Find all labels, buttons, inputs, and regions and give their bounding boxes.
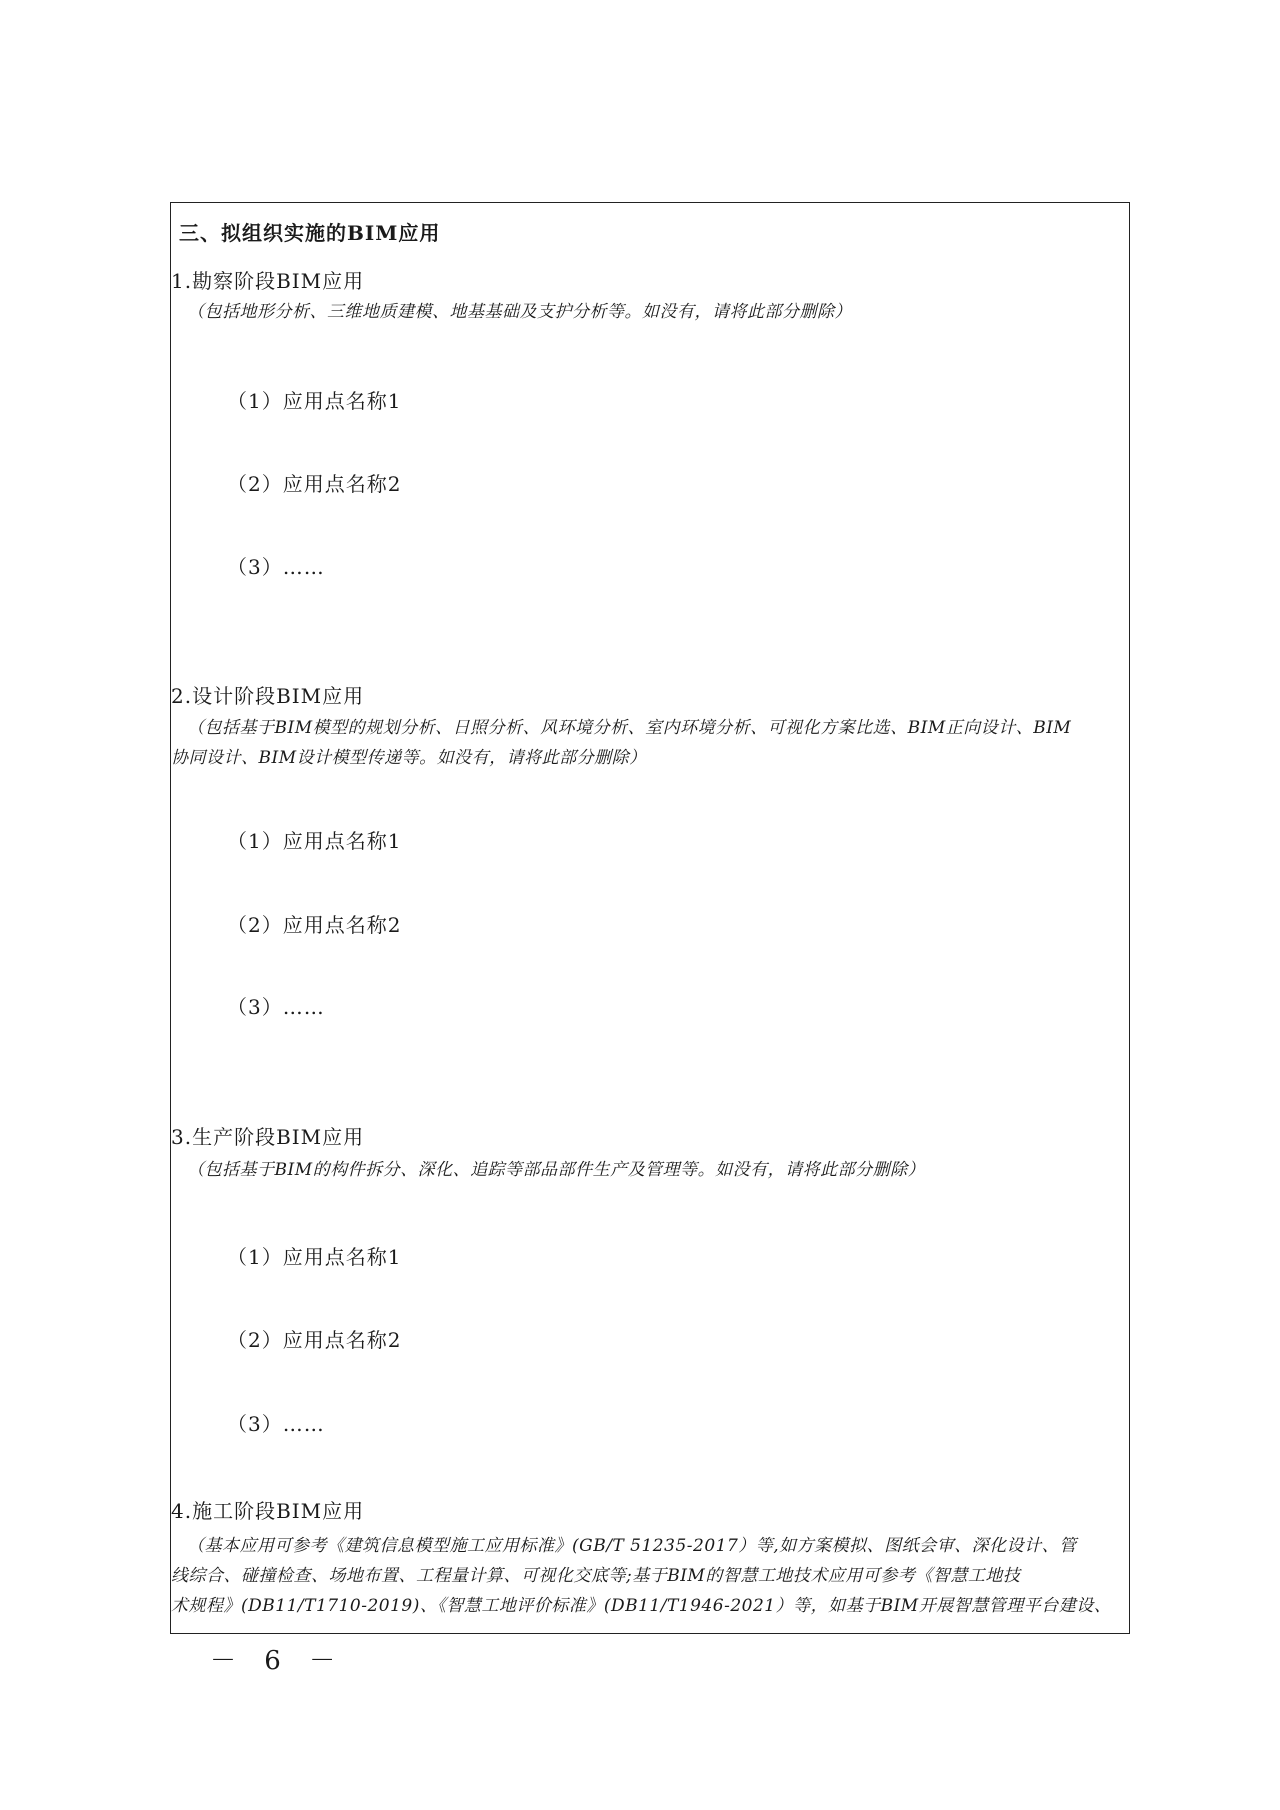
section-1-item-1: （1）应用点名称1 [227,389,402,413]
section-2-item-3: （3）…… [227,995,325,1019]
section-1-item-2: （2）应用点名称2 [227,472,402,496]
section-4-heading: 4.施工阶段BIM应用 [171,1499,365,1523]
page-number: － 6 － [210,1646,346,1676]
section-2-item-2: （2）应用点名称2 [227,913,402,937]
section-3-item-1: （1）应用点名称1 [227,1245,402,1269]
section-1-note: （包括地形分析、三维地质建模、地基基础及支护分析等。如没有，请将此部分删除） [187,302,852,322]
form-table [170,202,1130,1634]
section-2-note: （包括基于BIM模型的规划分析、日照分析、风环境分析、室内环境分析、可视化方案比选、BIM正向设计、BIM 协同设计、BIM设计模型传递等。如没有，请将此部分删除） [171,718,1072,768]
section-1-item-3: （3）…… [227,555,325,579]
section-2-item-1: （1）应用点名称1 [227,829,402,853]
section-4-note: （基本应用可参考《建筑信息模型施工应用标准》(GB/T 51235-2017）等,如方案模拟、图纸会审、深化设计、管 线综合、碰撞检查、场地布置、工程量计算、可视化交底等;基于BIM的智慧工地技术应用可参考《智慧工地技 术规程》(DB11/T1710-2019)、《智慧工地评价标准》(DB11/T1946-2021）等，如基于BIM开展智慧管理平台建设、 [171,1536,1112,1616]
section-3-item-3: （3）…… [227,1412,325,1436]
section-1-heading: 1.勘察阶段BIM应用 [171,269,365,293]
section-2-heading: 2.设计阶段BIM应用 [171,684,365,708]
section-3-note: （包括基于BIM的构件拆分、深化、追踪等部品部件生产及管理等。如没有，请将此部分删除） [187,1160,926,1180]
section-title: 三、拟组织实施的BIM应用 [179,221,441,245]
section-3-heading: 3.生产阶段BIM应用 [171,1125,365,1149]
section-3-item-2: （2）应用点名称2 [227,1328,402,1352]
